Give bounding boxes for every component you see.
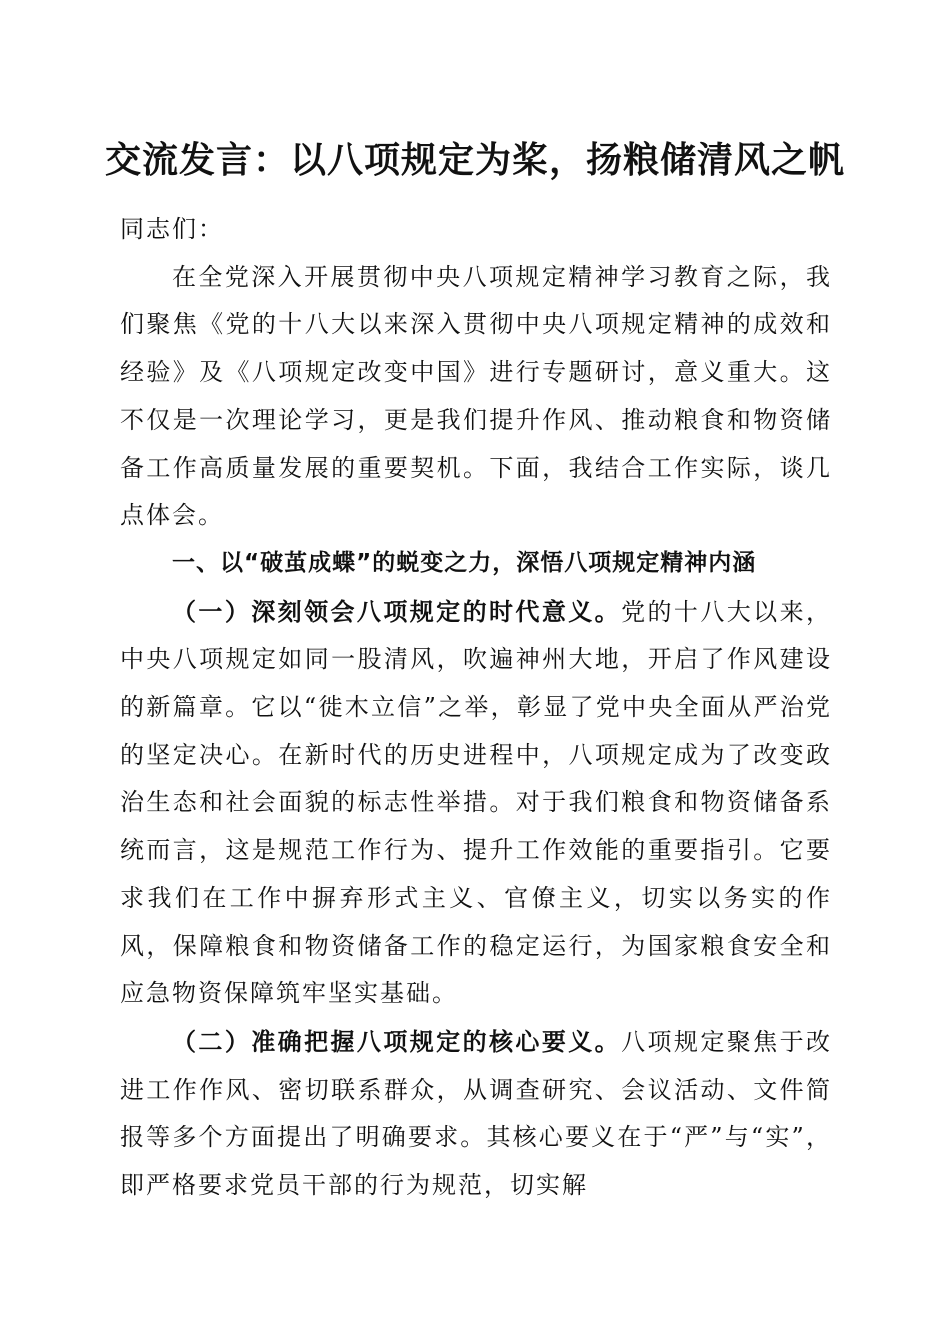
- greeting: 同志们：: [120, 215, 224, 243]
- section-heading-1: 一、以“破茧成蝶”的蜕变之力，深悟八项规定精神内涵: [172, 549, 757, 576]
- subsection-2-paragraph: [120, 1018, 832, 1210]
- subsection-1-heading: （一）深刻领会八项规定的时代意义。: [172, 596, 622, 626]
- subsection-1-body: 党的十八大以来，中央八项规定如同一股清风，吹遍神州大地，开启了作风建设的新篇章。它以“徙木立信”之举，彰显了党中央全面从严治党的坚定决心。在新时代的历史进程中，八项规定成为了改变政治生态和社会面貌的标志性举措。对于我们粮食和物资储备系统而言，这是规范工作行为、提升工作效能的重要指引。它要求我们在工作中摒弃形式主义、官僚主义，切实以务实的作风，保障粮食和物资储备工作的稳定运行，为国家粮食安全和应急物资保障筑牢坚实基础。: [120, 597, 833, 1008]
- subsection-2-heading: （二）准确把握八项规定的核心要义。: [172, 1026, 622, 1056]
- intro-paragraph: 在全党深入开展贯彻中央八项规定精神学习教育之际，我们聚焦《党的十八大以来深入贯彻中央八项规定精神的成效和经验》及《八项规定改变中国》进行专题研讨，意义重大。这不仅是一次理论学习，更是我们提升作风、推动粮食和物资储备工作高质量发展的重要契机。下面，我结合工作实际，谈几点体会。: [120, 262, 832, 530]
- subsection-2-body: 八项规定聚焦于改进工作作风、密切联系群众，从调查研究、会议活动、文件简报等多个方面提出了明确要求。其核心要义在于“严”与“实”，即严格要求党员干部的行为规范，切实解: [120, 1027, 833, 1200]
- document-body: [120, 206, 832, 1210]
- document-title: 交流发言：以八项规定为桨，扬粮储清风之帆: [104, 139, 845, 181]
- subsection-1-paragraph: [120, 588, 832, 1018]
